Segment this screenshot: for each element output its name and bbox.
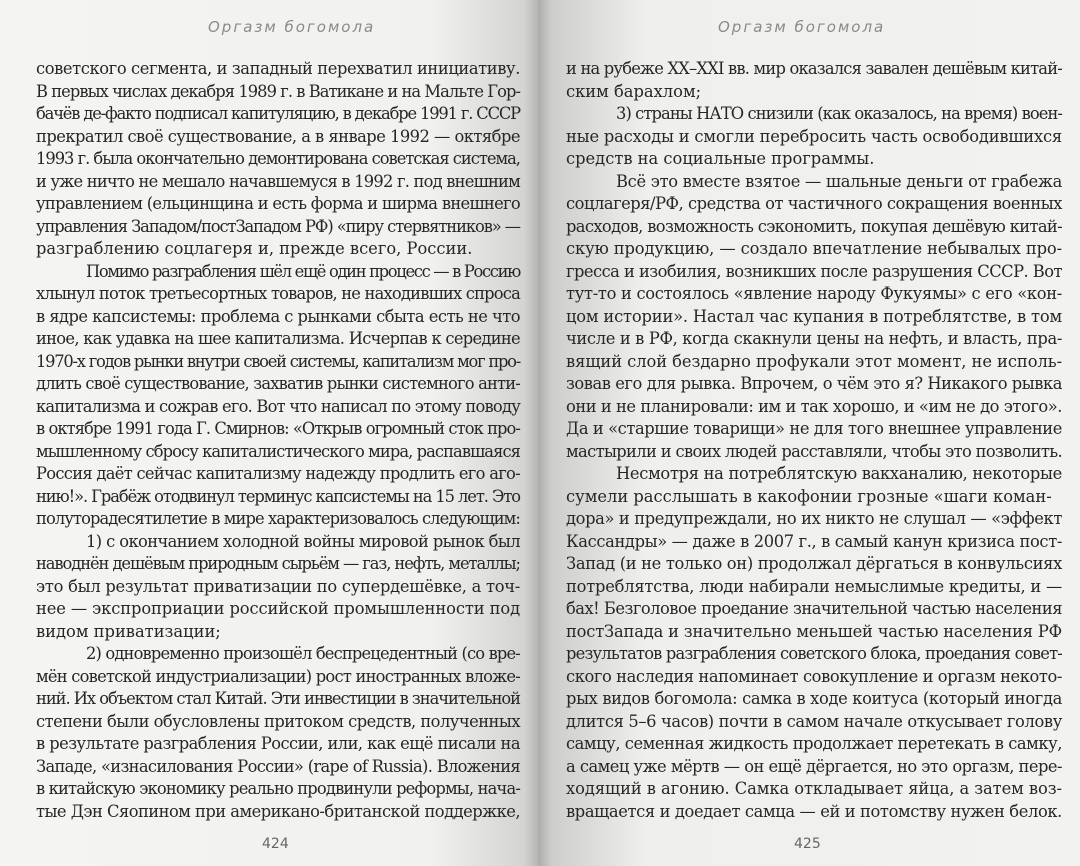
text-line: Помимо разграбления шёл ещё один процесс — в Россию	[86, 261, 520, 281]
text-line: рых видов богомола: самка в ходе коитуса (который иногда	[566, 689, 1062, 708]
text-line: расходов, возможность сэкономить, покупая дешёвую китай-	[566, 216, 1062, 236]
text-line: постЗапада и значительно меньшей частью населения РФ	[566, 621, 1062, 641]
left-page	[0, 0, 538, 866]
text-line: Россия даёт сейчас капитализму надежду продлить его аго-	[36, 464, 520, 483]
text-line: бах! Безголовое проедание значительной частью населения	[566, 599, 1062, 618]
text-line: ского наследия напоминает совокупление и оргазм некото-	[566, 666, 1062, 686]
text-line: 1) с окончанием холодной войны мировой рынок был	[86, 531, 521, 551]
running-header: Оргазм богомола	[208, 18, 376, 36]
text-line: ходящий в агонию. Самка откладывает яйца, а затем воз-	[566, 779, 1062, 798]
text-line: прекратил своё существование, а в январе 1992 — октябре	[36, 126, 520, 146]
text-line: мён советской индустриализации) рост иностранных вложе-	[36, 666, 521, 686]
text-line: цом истории». Настал час купания в потреблятстве, в том	[566, 306, 1062, 326]
text-line: управления Западом/постЗападом РФ) «пиру стервятников» —	[36, 216, 521, 236]
text-line: гресса и изобилия, возникших после разрушения СССР. Вот	[566, 261, 1062, 281]
text-line: видом приватизации;	[36, 621, 221, 641]
text-line: в китайскую экономику реально продвинули реформы, нача-	[36, 779, 521, 798]
text-line: степени были обусловлены притоком средств, полученных	[36, 711, 521, 731]
text-line: в ядре капсистемы: проблема с рынками сбыта есть не что	[36, 306, 520, 326]
text-line: и на рубеже XX–XXI вв. мир оказался завален дешёвым китай-	[566, 59, 1062, 78]
page-number: 424	[262, 836, 289, 852]
text-line: самцу, семенная жидкость продолжает перетекать в самку,	[566, 734, 1063, 753]
text-line: потреблятства, люди набирали немыслимые кредиты, и —	[566, 576, 1063, 596]
text-line: а самец уже мёртв — он ещё дёргается, но это оргазм, пере-	[566, 756, 1063, 776]
text-line: ные расходы и смогли перебросить часть освободившихся	[566, 126, 1062, 146]
text-line: и уже ничто не мешало начавшемуся в 1992 г. под внешним	[36, 171, 521, 191]
text-line: вящий слой бездарно профукали этот момент, не исполь-	[566, 351, 1063, 371]
gutter-shadow	[538, 0, 552, 866]
text-line: ний. Их объектом стал Китай. Эти инвестиции в значительной	[36, 689, 520, 708]
text-line: Запад (и не только он) продолжал дёргаться в конвульсиях	[566, 554, 1062, 573]
text-line: тут-то и состоялось «явление народу Фукуямы» с его «кон-	[566, 284, 1063, 303]
text-line: дора» и предупреждали, но их никто не слушал — «эффект	[566, 509, 1063, 528]
text-line: советского сегмента, и западный перехватил инициативу.	[36, 59, 520, 78]
text-line: иное, как удавка на шее капитализма. Исчерпав к середине	[36, 329, 520, 348]
text-line: мышленному сбросу капиталистического мира, распавшаяся	[36, 441, 520, 461]
text-line: вращается и доедает самца — ей и потомству нужен белок.	[566, 801, 1062, 821]
text-line: Всё это вместе взятое — шальные деньги от грабежа	[616, 171, 1062, 191]
text-line: Несмотря на потреблятскую вакханалию, некоторые	[616, 464, 1062, 483]
text-line: наводнён дешёвым природным сырьём — газ, нефть, металлы;	[36, 554, 520, 573]
text-line: длится 5–6 часов) почти в самом начале откусывает голову	[566, 711, 1062, 731]
right-page	[538, 0, 1080, 866]
text-line: в октябре 1991 года Г. Смирнов: «Открыв огромный сток про-	[36, 419, 520, 438]
body-text	[36, 58, 520, 823]
gutter-shadow	[524, 0, 538, 866]
text-line: 1970-х годов рынки внутри своей системы, капитализм мог про-	[36, 351, 521, 371]
text-line: Да и «старшие товарищи» не для того внешнее управление	[566, 419, 1062, 438]
text-line: тые Дэн Сяопином при американо-британской поддержке,	[36, 801, 521, 821]
text-line: сумели расслышать в какофонии грозные «шаги коман-	[566, 486, 1052, 506]
text-line: нию!». Грабёж отодвинул терминус капсистемы на 15 лет. Это	[36, 486, 520, 506]
text-line: бачёв де-факто подписал капитуляцию, в декабре 1991 г. СССР	[36, 104, 520, 123]
running-header: Оргазм богомола	[718, 18, 886, 36]
text-line: 1993 г. была окончательно демонтирована советская система,	[36, 149, 520, 168]
text-line: в результате разграбления России, или, как ещё писали на	[36, 734, 520, 753]
text-line: средств на социальные программы.	[566, 149, 875, 168]
text-line: зовав его для рывка. Впрочем, о чём это я? Никакого рывка	[566, 374, 1063, 393]
text-line: ским барахлом;	[566, 81, 702, 101]
text-line: хлынул поток третьесортных товаров, не находивших спроса	[36, 284, 521, 303]
text-line: они и не планировали: им и так хорошо, и «им не до этого».	[566, 396, 1063, 416]
text-line: 2) одновременно произошёл беспрецедентный (со вре-	[86, 644, 520, 663]
text-line: мастырили и своих людей расставляли, чтобы это позволить.	[566, 441, 1063, 461]
text-line: разграблению соцлагеря и, прежде всего, России.	[36, 239, 473, 258]
text-line: результатов разграбления советского блока, проедания совет-	[566, 644, 1062, 663]
text-line: полуторадесятилетие в мире характеризовалось следующим:	[36, 509, 521, 528]
text-line: длить своё существование, захватив рынки системного анти-	[36, 374, 520, 393]
text-line: Западе, «изнасилования России» (rape of Russia). Вложения	[36, 756, 521, 776]
text-line: соцлагеря/РФ, средства от частичного сокращения военных	[566, 194, 1062, 213]
text-line: нее — экспроприации российской промышленности под	[36, 599, 521, 618]
text-line: В первых числах декабря 1989 г. в Ватикане и на Мальте Гор-	[36, 81, 521, 101]
text-line: 3) страны НАТО снизили (как оказалось, на время) воен-	[616, 104, 1063, 123]
body-text	[566, 58, 1062, 823]
text-line: управлением (ельцинщина и есть форма и ширма внешнего	[36, 194, 521, 213]
text-line: Кассандры» — даже в 2007 г., в самый канун кризиса пост-	[566, 531, 1062, 551]
text-line: скую продукцию, — создало впечатление небывалых про-	[566, 239, 1063, 258]
text-line: числе и в РФ, когда скакнули цены на нефть, и власть, пра-	[566, 329, 1062, 348]
text-line: капитализма и сожрав его. Вот что написал по этому поводу	[36, 396, 520, 416]
text-line: это был результат приватизации по супердешёвке, а точ-	[36, 576, 521, 596]
page-number: 425	[794, 836, 821, 852]
